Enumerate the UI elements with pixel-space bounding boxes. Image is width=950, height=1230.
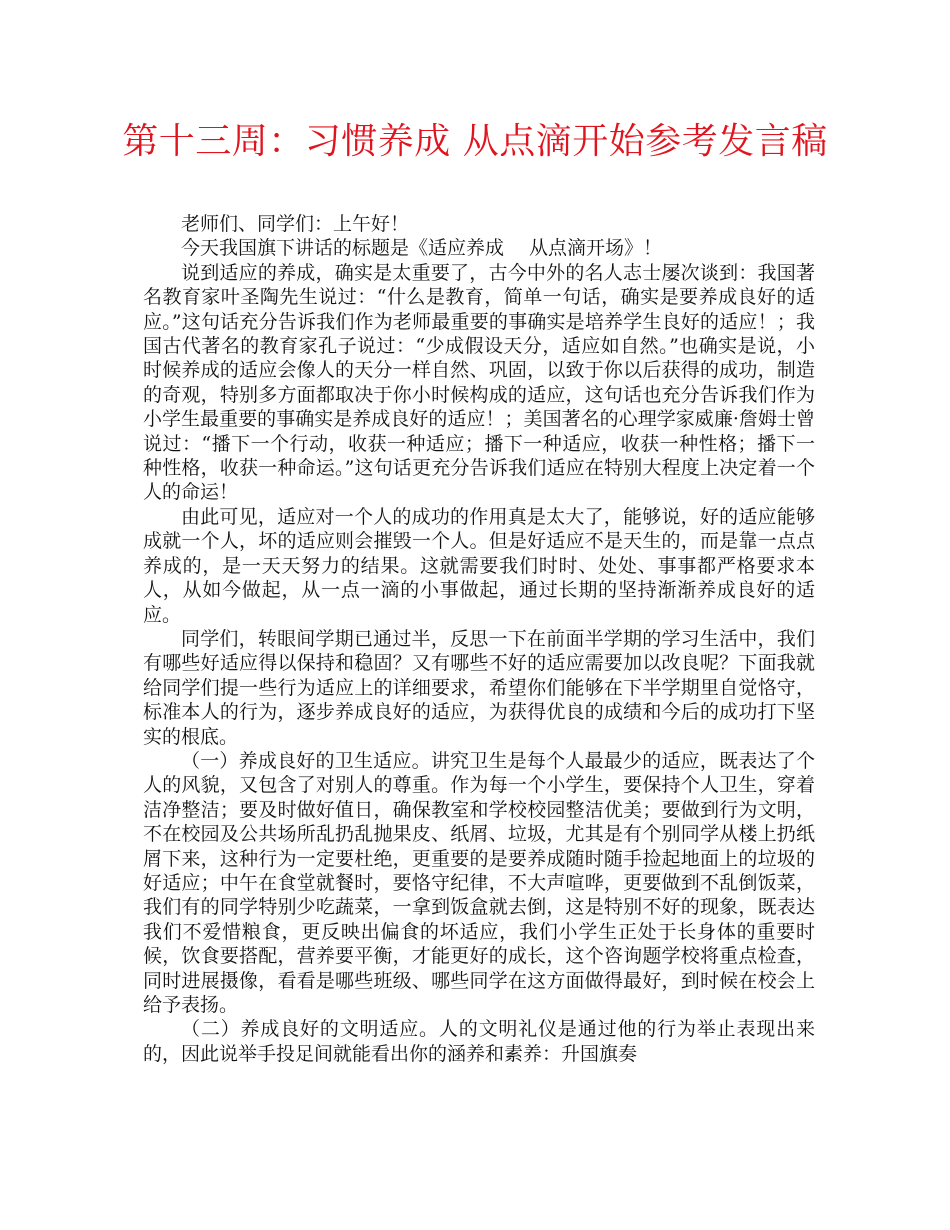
paragraph-topic: 今天我国旗下讲话的标题是《适应养成 从点滴开场》！ (181, 237, 663, 260)
document-body (143, 212, 815, 1066)
document-title: 第十三周：习惯养成 从点滴开始参考发言稿 (122, 121, 828, 162)
paragraph-conclusion: 由此可见，适应对一个人的成功的作用真是太大了，能够说，好的适应能够成就一个人，坏的适应则会摧毁一个人。但是好适应不是天生的，而是靠一点点养成的，是一天天努力的结果。这就需要我们时时、处处、事事都严格要求本人，从如今做起，从一点一滴的小事做起，通过长期的坚持渐渐养成良好的适应。 (143, 505, 815, 626)
paragraph-quotes: 说到适应的养成，确实是太重要了，古今中外的名人志士屡次谈到：我国著名教育家叶圣陶先生说过：“什么是教育，简单一句话，确实是要养成良好的适应。”这句话充分告诉我们作为老师最重要的事确实是培养学生良好的适应！；我国古代著名的教育家孔子说过：“少成假设天分，适应如自然。”也确实是说，小时候养成的适应会像人的天分一样自然、巩固，以致于你以后获得的成功，制造的奇观，特别多方面都取决于你小时候构成的适应，这句话也充分告诉我们作为小学生最重要的事确实是养成良好的适应！；美国著名的心理学家威廉·詹姆士曾说过：“播下一个行动，收获一种适应；播下一种适应，收获一种性格；播下一种性格，收获一种命运。”这句话更充分告诉我们适应在特别大程度上决定着一个人的命运！ (143, 261, 815, 504)
paragraph-reflection: 同学们，转眼间学期已通过半，反思一下在前面半学期的学习生活中，我们有哪些好适应得以保持和稳固？又有哪些不好的适应需要加以改良呢？下面我就给同学们提一些行为适应上的详细要求，希望你们能够在下半学期里自觉恪守，标准本人的行为，逐步养成良好的适应，为获得优良的成绩和今后的成功打下坚实的根底。 (143, 627, 815, 748)
paragraph-civility: （二）养成良好的文明适应。人的文明礼仪是通过他的行为举止表现出来的，因此说举手投足间就能看出你的涵养和素养：升国旗奏 (143, 1018, 815, 1065)
paragraph-greeting: 老师们、同学们：上午好！ (181, 213, 410, 235)
paragraph-hygiene: （一）养成良好的卫生适应。讲究卫生是每个人最最少的适应，既表达了个人的风貌，又包含了对别人的尊重。作为每一个小学生，要保持个人卫生，穿着洁净整洁；要及时做好值日，确保教室和学校校园整洁优美；要做到行为文明，不在校园及公共场所乱扔乱抛果皮、纸屑、垃圾，尤其是有个别同学从楼上扔纸屑下来，这种行为一定要杜绝，更重要的是要养成随时随手捡起地面上的垃圾的好适应；中午在食堂就餐时，要恪守纪律，不大声喧哗，更要做到不乱倒饭菜，我们有的同学特别少吃蔬菜，一拿到饭盒就去倒，这是特别不好的现象，既表达我们不爱惜粮食，更反映出偏食的坏适应，我们小学生正处于长身体的重要时候，饮食要搭配，营养要平衡，才能更好的成长，这个咨询题学校将重点检查，同时进展摄像，看看是哪些班级、哪些同学在这方面做得最好，到时候在校会上给予表扬。 (143, 749, 815, 1016)
